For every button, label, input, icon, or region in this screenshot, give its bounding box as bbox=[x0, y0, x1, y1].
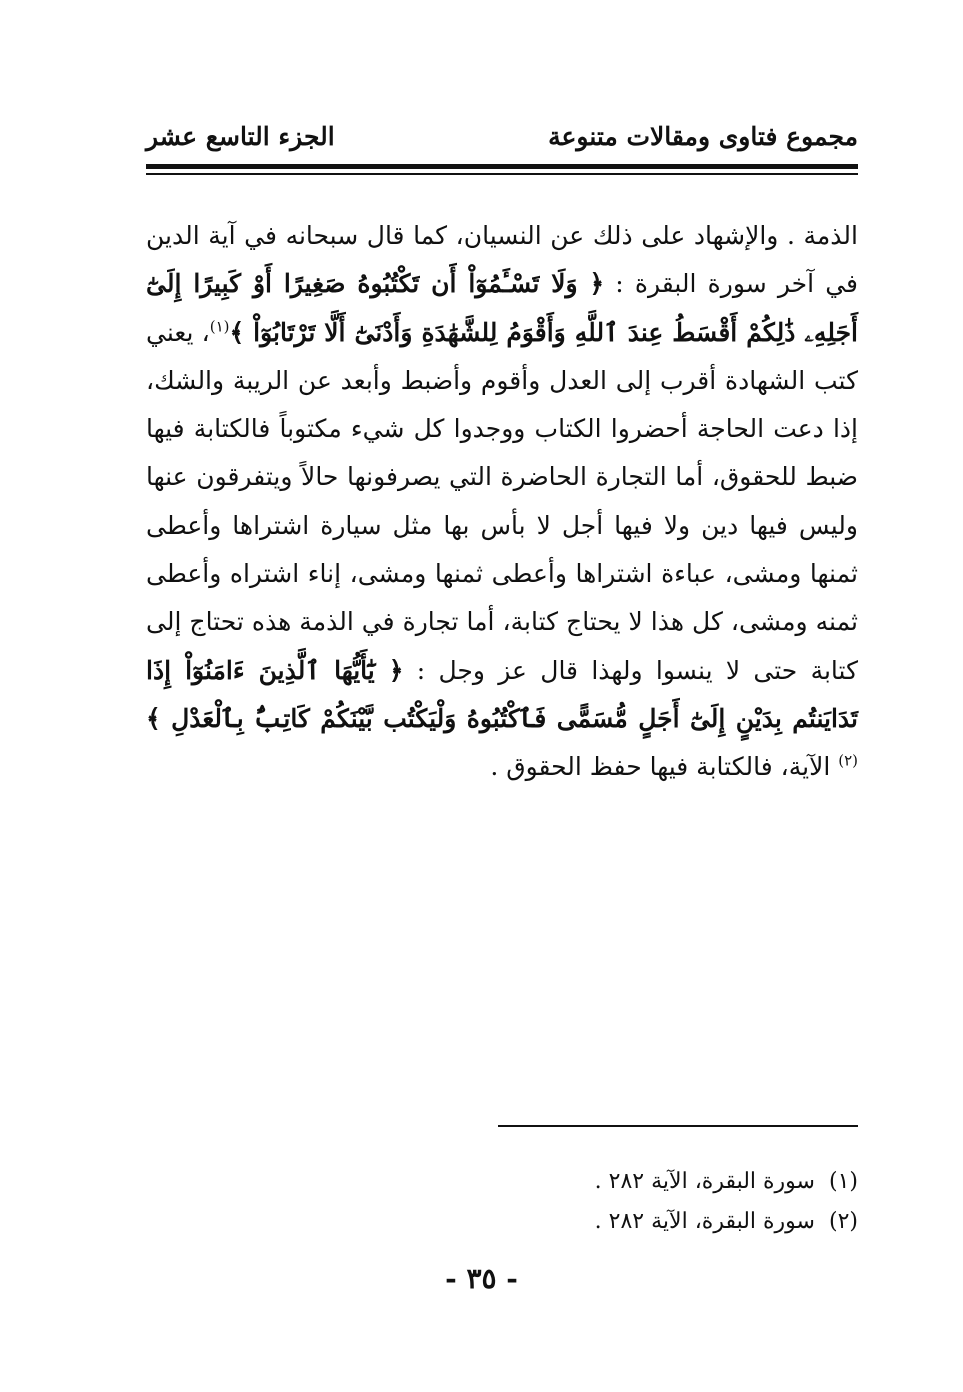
body-text-part-3: الآية، فالكتابة فيها حفظ الحقوق . bbox=[490, 752, 839, 782]
quran-verse-2: ﴿ يَٰٓأَيُّهَا ٱلَّذِينَ ءَامَنُوٓاْ إِذَا تَدَايَنتُم بِدَيْنٍ إِلَىٰٓ أَجَلٍ مُّسَمًّى فَٱكْتُبُوهُ وَلْيَكْتُب بَّيْنَكُمْ كَاتِبٌۢ بِٱلْعَدْلِ ﴾ bbox=[146, 655, 858, 733]
footnote-number: (٢) bbox=[828, 1209, 858, 1234]
footnote-ref-1: (١) bbox=[209, 317, 230, 336]
body-text-part-1: الذمة . والإشهاد على ذلك عن النسيان، كما قال سبحانه في آية الدين في آخر سورة البقرة : bbox=[146, 221, 858, 299]
running-header bbox=[146, 122, 858, 162]
footnote-2 bbox=[146, 1202, 858, 1242]
page-number: - ٣٥ - bbox=[445, 1262, 518, 1295]
body-paragraph bbox=[146, 212, 858, 792]
header-rule-thick bbox=[146, 164, 858, 169]
footnotes bbox=[146, 1162, 858, 1242]
header-rule-thin bbox=[146, 173, 858, 175]
quran-verse-1: ﴿ وَلَا تَسْـَٔمُوٓاْ أَن تَكْتُبُوهُ صَغِيرًا أَوْ كَبِيرًا إِلَىٰٓ أَجَلِهِۦ ذَٰلِكُمْ أَقْسَطُ عِندَ ٱللَّهِ وَأَقْوَمُ لِلشَّهَٰدَةِ وَأَدْنَىٰٓ أَلَّا تَرْتَابُوٓاْ ﴾ bbox=[146, 269, 858, 347]
book-title: مجموع فتاوى ومقالات متنوعة bbox=[548, 122, 858, 151]
footnote-separator bbox=[498, 1125, 858, 1127]
footnote-ref-2: (٢) bbox=[838, 751, 858, 770]
footnote-text: سورة البقرة، الآية ٢٨٢ . bbox=[594, 1169, 815, 1194]
footnote-text: سورة البقرة، الآية ٢٨٢ . bbox=[594, 1209, 815, 1234]
volume-label: الجزء التاسع عشر bbox=[146, 122, 335, 151]
footnote-1 bbox=[146, 1162, 858, 1202]
body-text-part-2: ، يعني كتب الشهادة أقرب إلى العدل وأقوم وأضبط وأبعد عن الريبة والشك، إذا دعت الحاجة أحضروا الكتاب ووجدوا كل شيء مكتوباً فالكتابة فيها ضبط للحقوق، أما التجارة الحاضرة التي يصرفونها حالاً ويتفرقون عنها وليس فيها دين ولا فيها أجل لا بأس بها مثل سيارة اشتراها وأعطى ثمنها ومشى، عباءة اشتراها وأعطى ثمنها ومشى، إناء اشتراه وأعطى ثمنه ومشى، كل هذا لا يحتاج كتابة، أما تجارة في الذمة هذه تحتاج إلى كتابة حتى لا ينسوا ولهذا قال عز وجل : bbox=[146, 317, 858, 685]
footnote-number: (١) bbox=[828, 1169, 858, 1194]
